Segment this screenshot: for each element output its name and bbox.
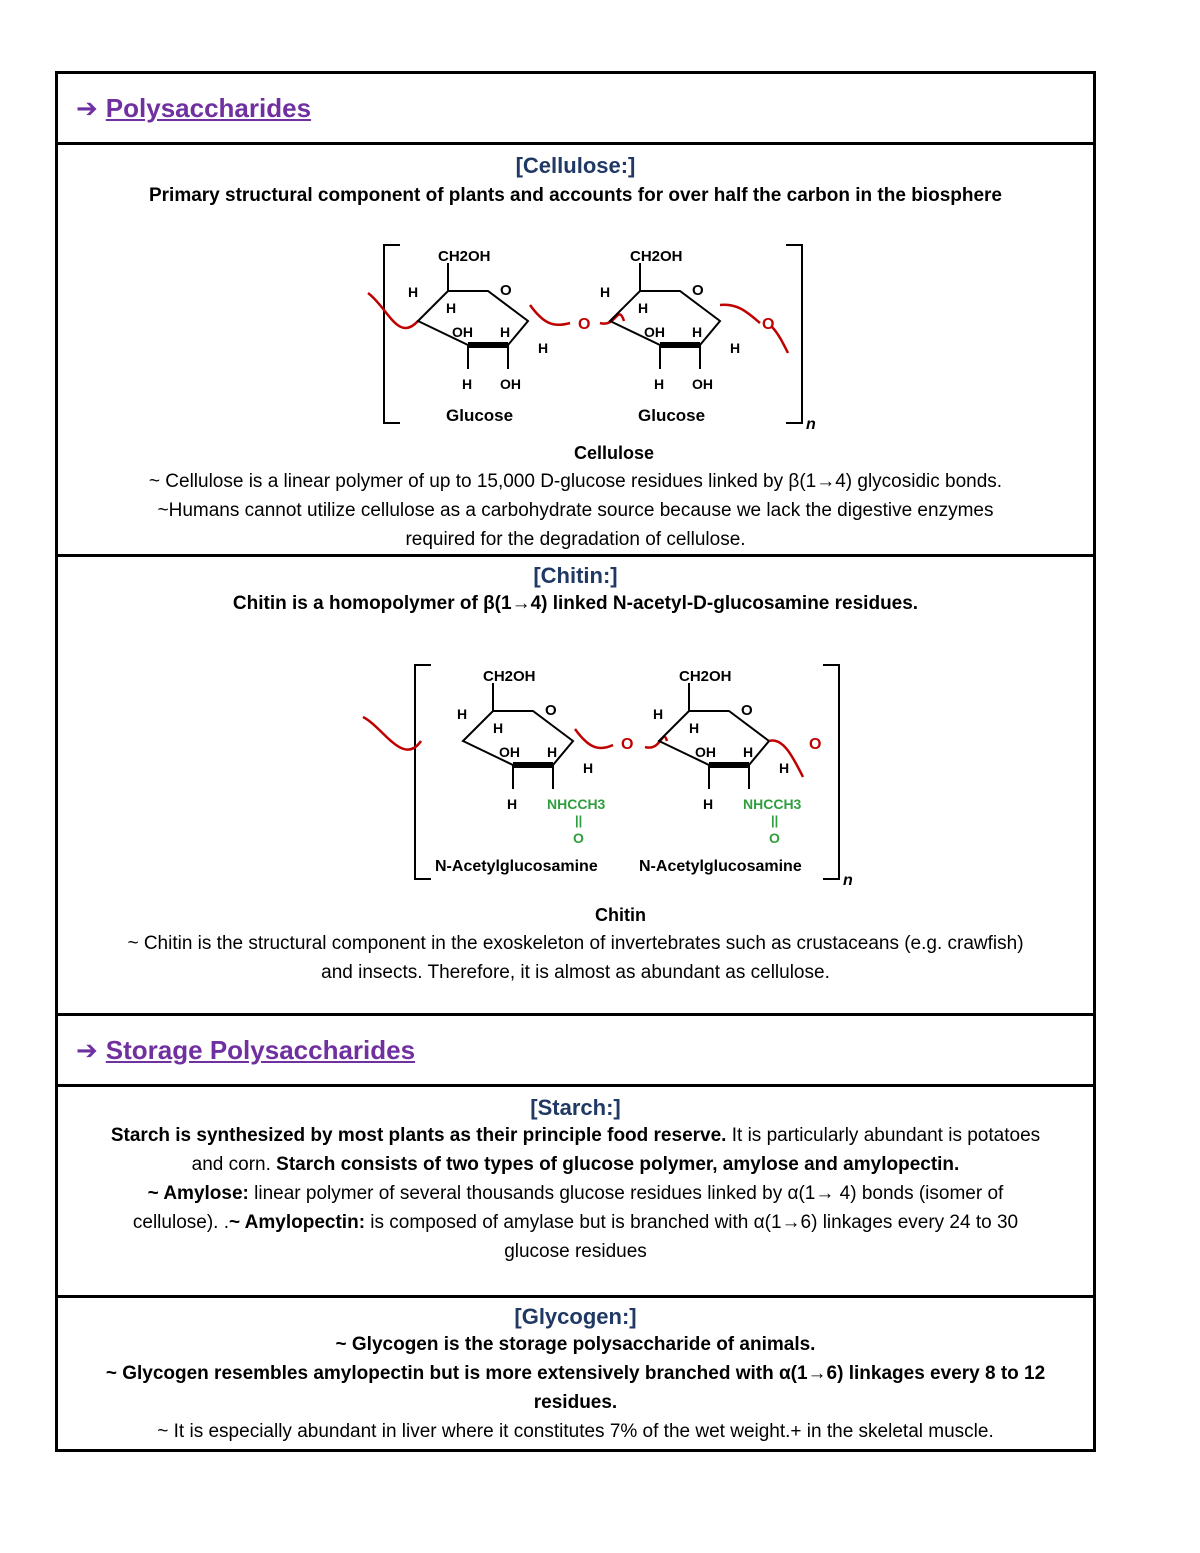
svg-text:H: H — [538, 340, 549, 356]
svg-text:H: H — [493, 720, 504, 736]
glycogen-title: [Glycogen:] — [514, 1304, 637, 1329]
repeat-n-label: n — [806, 416, 816, 433]
svg-text:CH2OH: CH2OH — [483, 668, 536, 685]
svg-text:N-Acetylglucosamine: N-Acetylglucosamine — [435, 858, 598, 875]
svg-text:H: H — [446, 300, 457, 316]
svg-text:H: H — [703, 796, 714, 812]
cellulose-intro: Primary structural component of plants and accounts for over half the carbon in the biosphere — [148, 185, 1003, 206]
svg-text:H: H — [500, 324, 511, 340]
svg-text:N-Acetylglucosamine: N-Acetylglucosamine — [639, 858, 802, 875]
cellulose-caption: Cellulose — [574, 443, 655, 463]
chitin-note-1b: and insects. Therefore, it is almost as abundant as cellulose. — [321, 962, 830, 983]
svg-text:Glucose: Glucose — [638, 406, 706, 425]
svg-text:CH2OH: CH2OH — [630, 248, 683, 265]
svg-text:OH: OH — [695, 744, 716, 760]
svg-text:O: O — [621, 736, 634, 753]
svg-text:H: H — [600, 284, 611, 300]
glucose-ring-1 — [408, 248, 548, 425]
arrow-right-icon: ➔ — [76, 1034, 98, 1065]
svg-text:H: H — [638, 300, 649, 316]
starch-line-4c: is composed of amylase but is branched with α(1→6) linkages every 24 to 30 — [365, 1212, 1019, 1233]
starch-line-2b: Starch consists of two types of glucose polymer, amylose and amylopectin. — [270, 1154, 960, 1175]
svg-text:O: O — [809, 736, 822, 753]
chitin-title: [Chitin:] — [533, 563, 618, 588]
cellulose-structure-diagram — [378, 233, 838, 463]
chitin-section — [55, 554, 1096, 1016]
arrow-right-icon: ➔ — [76, 92, 98, 123]
starch-section — [55, 1084, 1096, 1298]
glycogen-line-3: residues. — [533, 1392, 618, 1413]
starch-line-4b: ~ Amylopectin: — [229, 1212, 366, 1233]
svg-text:OH: OH — [452, 324, 473, 340]
svg-text:H: H — [743, 744, 754, 760]
chitin-caption: Chitin — [595, 905, 646, 925]
cellulose-note-2b: required for the degradation of cellulose. — [405, 529, 746, 550]
starch-line-1b: It is particularly abundant is potatoes — [726, 1125, 1041, 1146]
starch-line-2a: and corn. — [191, 1154, 271, 1175]
starch-line-1a: Starch is synthesized by most plants as their principle food reserve. — [110, 1125, 727, 1146]
chitin-structure-diagram — [363, 657, 853, 937]
glycogen-section — [55, 1295, 1096, 1452]
svg-text:O: O — [762, 316, 775, 333]
cellulose-note-2a: ~Humans cannot utilize cellulose as a carbohydrate source because we lack the digestive enzymes — [157, 500, 994, 521]
svg-text:CH2OH: CH2OH — [679, 668, 732, 685]
svg-text:||: || — [575, 813, 583, 828]
nag-ring-1 — [435, 668, 606, 875]
svg-text:NHCCH3: NHCCH3 — [547, 796, 606, 812]
starch-line-4a: cellulose). . — [132, 1212, 229, 1233]
svg-text:H: H — [692, 324, 703, 340]
svg-text:||: || — [771, 813, 779, 828]
svg-text:OH: OH — [499, 744, 520, 760]
nag-ring-2 — [639, 668, 802, 875]
starch-line-5: glucose residues — [504, 1241, 647, 1262]
svg-text:H: H — [653, 706, 664, 722]
svg-text:CH2OH: CH2OH — [438, 248, 491, 265]
section-header-polysaccharides — [55, 71, 1096, 145]
section-title: Polysaccharides — [105, 92, 312, 123]
svg-text:H: H — [462, 376, 473, 392]
svg-text:OH: OH — [644, 324, 665, 340]
glycogen-line-1: ~ Glycogen is the storage polysaccharide of animals. — [335, 1334, 816, 1355]
svg-text:O: O — [500, 282, 512, 299]
svg-text:H: H — [507, 796, 518, 812]
glycogen-line-2: ~ Glycogen resembles amylopectin but is more extensively branched with α(1→6) linkages every 8 to 12 — [105, 1363, 1046, 1384]
svg-text:OH: OH — [692, 376, 713, 392]
svg-text:O: O — [769, 830, 780, 846]
svg-text:OH: OH — [500, 376, 521, 392]
starch-line-3a: ~ Amylose: — [147, 1183, 249, 1204]
glycogen-line-4: ~ It is especially abundant in liver where it constitutes 7% of the wet weight.+ in the skeletal muscle. — [157, 1421, 994, 1442]
svg-text:O: O — [545, 702, 557, 719]
svg-text:H: H — [583, 760, 594, 776]
section-title: Storage Polysaccharides — [105, 1034, 416, 1065]
svg-text:H: H — [408, 284, 419, 300]
starch-line-3b: linear polymer of several thousands glucose residues linked by α(1→ 4) bonds (isomer of — [248, 1183, 1004, 1204]
glucose-ring-2 — [600, 248, 740, 425]
cellulose-note-1: ~ Cellulose is a linear polymer of up to 15,000 D-glucose residues linked by β(1→4) glycosidic bonds. — [148, 471, 1003, 492]
svg-text:O: O — [578, 316, 591, 333]
svg-text:O: O — [573, 830, 584, 846]
cellulose-section — [55, 142, 1096, 557]
repeat-n-label: n — [843, 872, 853, 889]
section-header-storage-polysaccharides — [55, 1013, 1096, 1087]
svg-text:Glucose: Glucose — [446, 406, 514, 425]
svg-text:O: O — [692, 282, 704, 299]
svg-text:NHCCH3: NHCCH3 — [743, 796, 802, 812]
svg-text:H: H — [779, 760, 790, 776]
svg-text:O: O — [741, 702, 753, 719]
svg-text:H: H — [457, 706, 468, 722]
cellulose-title: [Cellulose:] — [515, 153, 636, 178]
chitin-intro: Chitin is a homopolymer of β(1→4) linked N-acetyl-D-glucosamine residues. — [232, 593, 919, 614]
svg-text:H: H — [547, 744, 558, 760]
chitin-note-1a: ~ Chitin is the structural component in the exoskeleton of invertebrates such as crustaceans (e.g. crawfish) — [127, 933, 1024, 954]
svg-text:H: H — [689, 720, 700, 736]
svg-text:H: H — [730, 340, 741, 356]
starch-title: [Starch:] — [530, 1095, 621, 1120]
svg-text:H: H — [654, 376, 665, 392]
